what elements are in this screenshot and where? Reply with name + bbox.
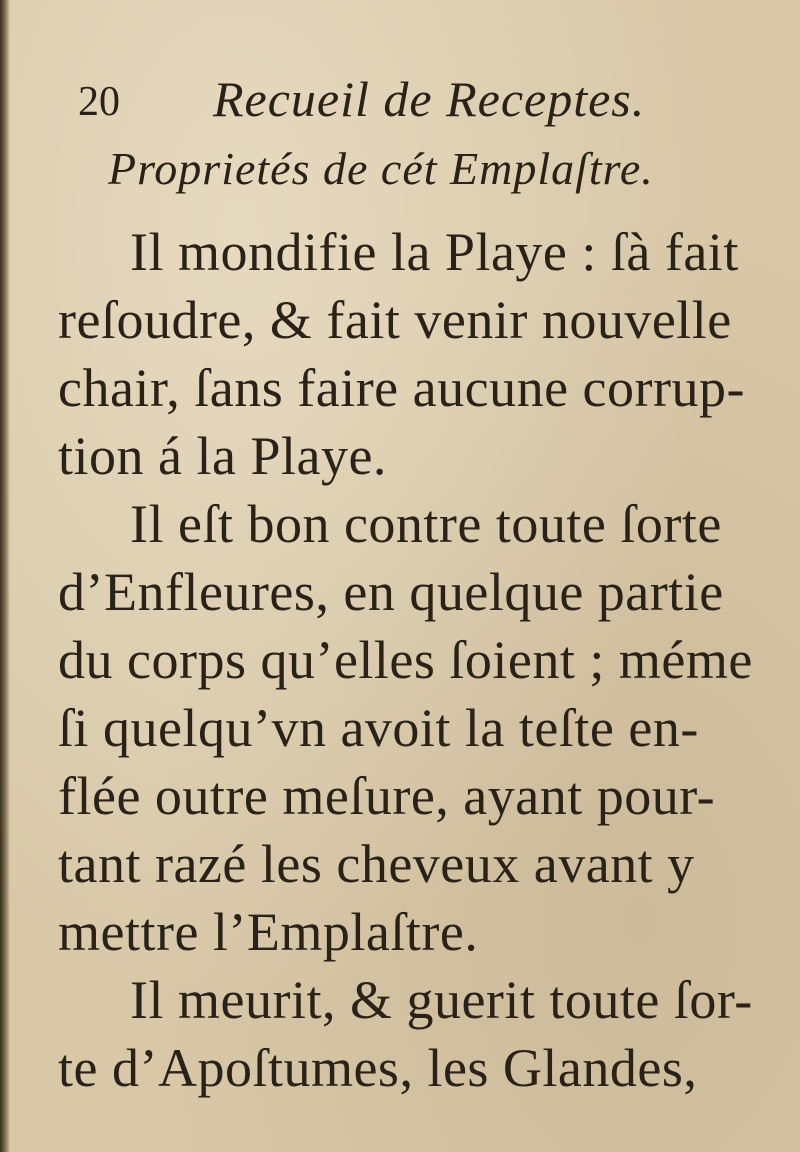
text-line: tion á la Playe.	[58, 426, 387, 486]
text-line: te d’Apoſtumes, les Glandes,	[58, 1038, 698, 1098]
text-line: flée outre meſure, ayant pour-	[58, 766, 716, 826]
text-line: tant razé les cheveux avant y	[58, 834, 695, 894]
text-line: Il eſt bon contre toute ſorte	[130, 494, 722, 554]
text-line: mettre l’Emplaſtre.	[58, 902, 479, 962]
text-line: Il meurit, & guerit toute ſor-	[130, 970, 753, 1030]
text-line: ſi quelqu’vn avoit la teſte en-	[58, 698, 699, 758]
section-heading: Proprietés de cét Emplaſtre.	[108, 143, 654, 194]
text-line: chair, ſans faire aucune corrup-	[58, 358, 745, 418]
text-line: du corps qu’elles ſoient ; méme	[58, 630, 753, 690]
text-line: d’Enfleures, en quelque partie	[58, 562, 724, 622]
running-head	[78, 70, 758, 150]
body-text	[58, 218, 770, 1102]
text-line: Il mondifie la Playe : ſà fait	[130, 222, 739, 282]
running-title: Recueil de Receptes.	[213, 71, 646, 127]
page-binding-edge	[0, 0, 10, 1152]
text-line: reſoudre, & fait venir nouvelle	[58, 290, 732, 350]
page-number: 20	[78, 79, 120, 125]
